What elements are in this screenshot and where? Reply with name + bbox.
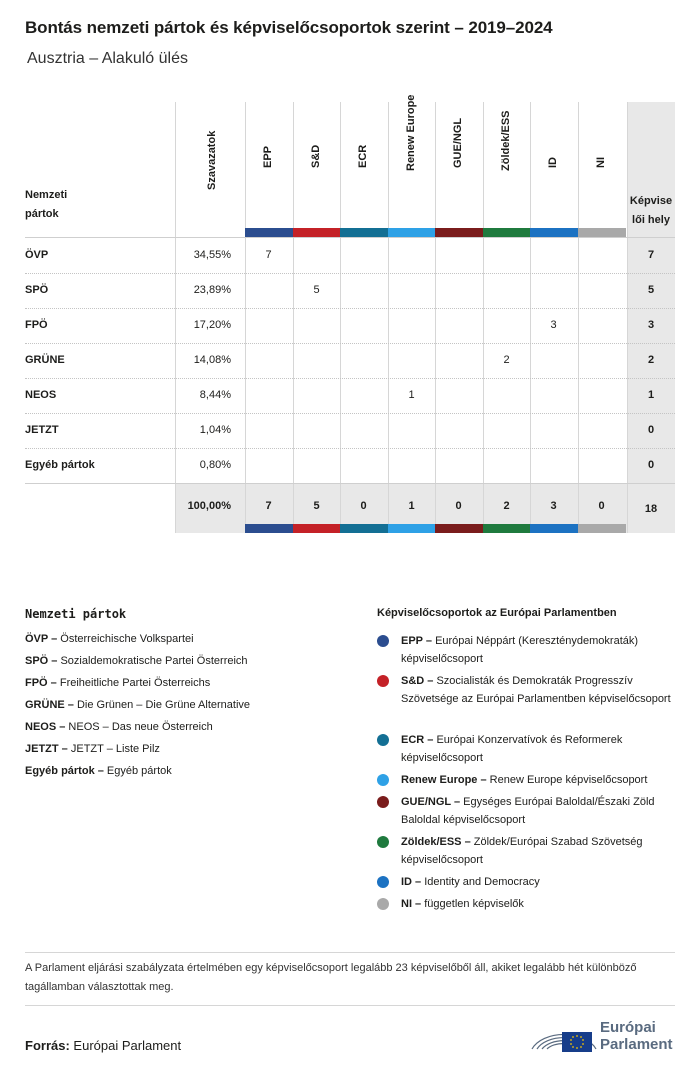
party-legend-name: Österreichische Volkspartei	[60, 633, 194, 645]
party-column-header: Nemzeti pártok	[25, 189, 68, 220]
party-legend-item	[25, 738, 160, 760]
group-legend-text	[401, 833, 681, 869]
group-total: 0	[598, 500, 605, 512]
source-line: Forrás: Európai Parlament	[25, 1038, 182, 1053]
seats-column-header: Képvise lői hely	[629, 195, 673, 226]
party-legend-item	[25, 628, 194, 650]
group-header-6: ID	[547, 157, 559, 168]
votes-share: 8,44%	[199, 389, 231, 401]
group-legend-abbr: NI –	[401, 898, 422, 910]
votes-column-header: Szavazatok	[206, 130, 218, 190]
party-legend-item	[25, 694, 250, 716]
group-total: 0	[360, 500, 367, 512]
column-divider	[293, 102, 294, 533]
group-color-dot	[377, 836, 389, 848]
total-seats: 5	[647, 284, 655, 296]
group-color-bar	[388, 524, 436, 533]
seat-cell: 7	[265, 249, 272, 261]
column-divider	[483, 102, 484, 533]
column-divider	[245, 102, 246, 533]
group-legend-name: Egységes Európai Baloldal/Északi Zöld Baloldal képviselőcsoport	[401, 796, 655, 826]
group-total: 5	[313, 500, 320, 512]
group-legend-name: Európai Néppárt (Kereszténydemokraták) képviselőcsoport	[401, 635, 639, 665]
total-seats: 7	[647, 249, 655, 261]
total-seats: 2	[647, 354, 655, 366]
group-color-bar	[245, 228, 293, 237]
seats-grand-total: 18	[644, 503, 658, 515]
total-seats: 0	[647, 459, 655, 471]
party-legend-name: JETZT – Liste Pilz	[70, 743, 160, 755]
group-header-7: NI	[595, 157, 607, 168]
group-legend-text	[401, 672, 681, 708]
column-divider	[340, 102, 341, 533]
group-color-dot	[377, 635, 389, 647]
national-parties-legend-title: Nemzeti pártok	[25, 607, 127, 621]
rules-note: A Parlament eljárási szabályzata értelmében egy képviselőcsoport legalább 23 képviselőből áll, akiket legalább hét különböző tagállamban választottak meg.	[25, 962, 637, 993]
column-divider	[578, 102, 579, 533]
party-name: NEOS	[25, 389, 57, 401]
group-color-bar	[578, 524, 626, 533]
group-color-dot	[377, 898, 389, 910]
party-legend-name: Freiheitliche Partei Österreichs	[59, 677, 211, 689]
party-legend-item	[25, 650, 248, 672]
logo-text: Európai Parlament	[600, 1019, 673, 1053]
group-legend-name: független képviselők	[424, 898, 524, 910]
group-color-bar	[388, 228, 436, 237]
group-color-bar	[340, 524, 388, 533]
group-legend-abbr: Zöldek/ESS –	[401, 836, 471, 848]
seat-cell: 2	[503, 354, 510, 366]
group-legend-abbr: EPP –	[401, 635, 432, 647]
total-seats: 1	[647, 389, 655, 401]
votes-share: 23,89%	[193, 284, 231, 296]
group-color-dot	[377, 876, 389, 888]
column-divider	[435, 102, 436, 533]
party-name: JETZT	[25, 424, 59, 436]
party-legend-abbr: JETZT –	[25, 743, 68, 755]
votes-share: 17,20%	[193, 319, 231, 331]
party-legend-name: NEOS – Das neue Österreich	[68, 721, 213, 733]
party-legend-name: Die Grünen – Die Grüne Alternative	[76, 699, 251, 711]
group-legend-text	[401, 771, 681, 789]
group-legend-text	[401, 873, 681, 891]
group-legend-name: Zöldek/Európai Szabad Szövetség képviselőcsoport	[401, 836, 643, 866]
party-legend-abbr: SPÖ –	[25, 655, 58, 667]
party-name: Egyéb pártok	[25, 459, 95, 471]
group-legend-abbr: ECR –	[401, 734, 434, 746]
party-legend-abbr: FPÖ –	[25, 677, 57, 689]
column-divider	[388, 102, 389, 533]
group-color-dot	[377, 796, 389, 808]
group-color-bar	[340, 228, 388, 237]
party-name: ÖVP	[25, 249, 49, 261]
group-legend-text	[401, 793, 681, 829]
group-header-0: EPP	[262, 145, 274, 168]
page-subtitle: Ausztria – Alakuló ülés	[27, 50, 188, 67]
group-legend-abbr: S&D –	[401, 675, 434, 687]
group-color-bar	[293, 228, 341, 237]
group-legend-name: Renew Europe képviselőcsoport	[489, 774, 648, 786]
group-color-bar	[435, 228, 483, 237]
group-color-bar	[245, 524, 293, 533]
party-legend-name: Sozialdemokratische Partei Österreich	[60, 655, 248, 667]
party-legend-item	[25, 672, 210, 694]
party-legend-abbr: NEOS –	[25, 721, 66, 733]
total-seats: 3	[647, 319, 655, 331]
group-header-1: S&D	[310, 144, 322, 168]
group-header-3: Renew Europe	[405, 94, 417, 171]
divider	[25, 952, 675, 953]
groups-legend-title: Képviselőcsoportok az Európai Parlamentben	[377, 607, 617, 619]
party-legend-abbr: Egyéb pártok –	[25, 765, 104, 777]
group-color-dot	[377, 774, 389, 786]
group-color-bar	[483, 524, 531, 533]
page-title: Bontás nemzeti pártok és képviselőcsoportok szerint – 2019–2024	[25, 18, 553, 37]
group-color-dot	[377, 734, 389, 746]
group-header-5: Zöldek/ESS	[500, 110, 512, 171]
group-total: 0	[455, 500, 462, 512]
party-name: FPÖ	[25, 319, 48, 331]
group-legend-name: Európai Konzervatívok és Reformerek képviselőcsoport	[401, 734, 623, 764]
seat-cell: 3	[550, 319, 557, 331]
divider	[25, 1005, 675, 1006]
votes-share: 34,55%	[193, 249, 231, 261]
group-legend-text	[401, 731, 681, 767]
votes-share: 14,08%	[193, 354, 231, 366]
group-color-bar	[530, 524, 578, 533]
party-legend-name: Egyéb pártok	[106, 765, 172, 777]
group-color-bar	[578, 228, 626, 237]
party-name: GRÜNE	[25, 354, 65, 366]
votes-total: 100,00%	[187, 500, 231, 512]
group-total: 2	[503, 500, 510, 512]
group-legend-abbr: GUE/NGL –	[401, 796, 461, 808]
group-color-bar	[293, 524, 341, 533]
party-legend-abbr: GRÜNE –	[25, 699, 74, 711]
group-header-2: ECR	[357, 144, 369, 168]
group-legend-text	[401, 632, 681, 668]
group-legend-name: Szocialisták és Demokraták Progresszív Szövetsége az Európai Parlamentben képviselőcsoport	[401, 675, 671, 705]
seat-cell: 1	[408, 389, 415, 401]
group-legend-abbr: Renew Europe –	[401, 774, 487, 786]
totals-top-rule	[25, 483, 675, 484]
group-color-bar	[435, 524, 483, 533]
group-color-bar	[483, 228, 531, 237]
group-color-dot	[377, 675, 389, 687]
group-color-bar	[530, 228, 578, 237]
votes-share: 1,04%	[199, 424, 231, 436]
party-name: SPÖ	[25, 284, 49, 296]
group-legend-name: Identity and Democracy	[424, 876, 540, 888]
group-total: 1	[408, 500, 415, 512]
group-total: 3	[550, 500, 557, 512]
party-legend-item	[25, 716, 213, 738]
group-legend-text	[401, 895, 681, 913]
votes-share: 0,80%	[199, 459, 231, 471]
breakdown-table	[25, 94, 675, 533]
party-legend-abbr: ÖVP –	[25, 633, 58, 645]
seat-cell: 5	[313, 284, 320, 296]
total-seats: 0	[647, 424, 655, 436]
group-total: 7	[265, 500, 272, 512]
group-legend-abbr: ID –	[401, 876, 422, 888]
group-header-4: GUE/NGL	[452, 117, 464, 168]
party-legend-item	[25, 760, 172, 782]
